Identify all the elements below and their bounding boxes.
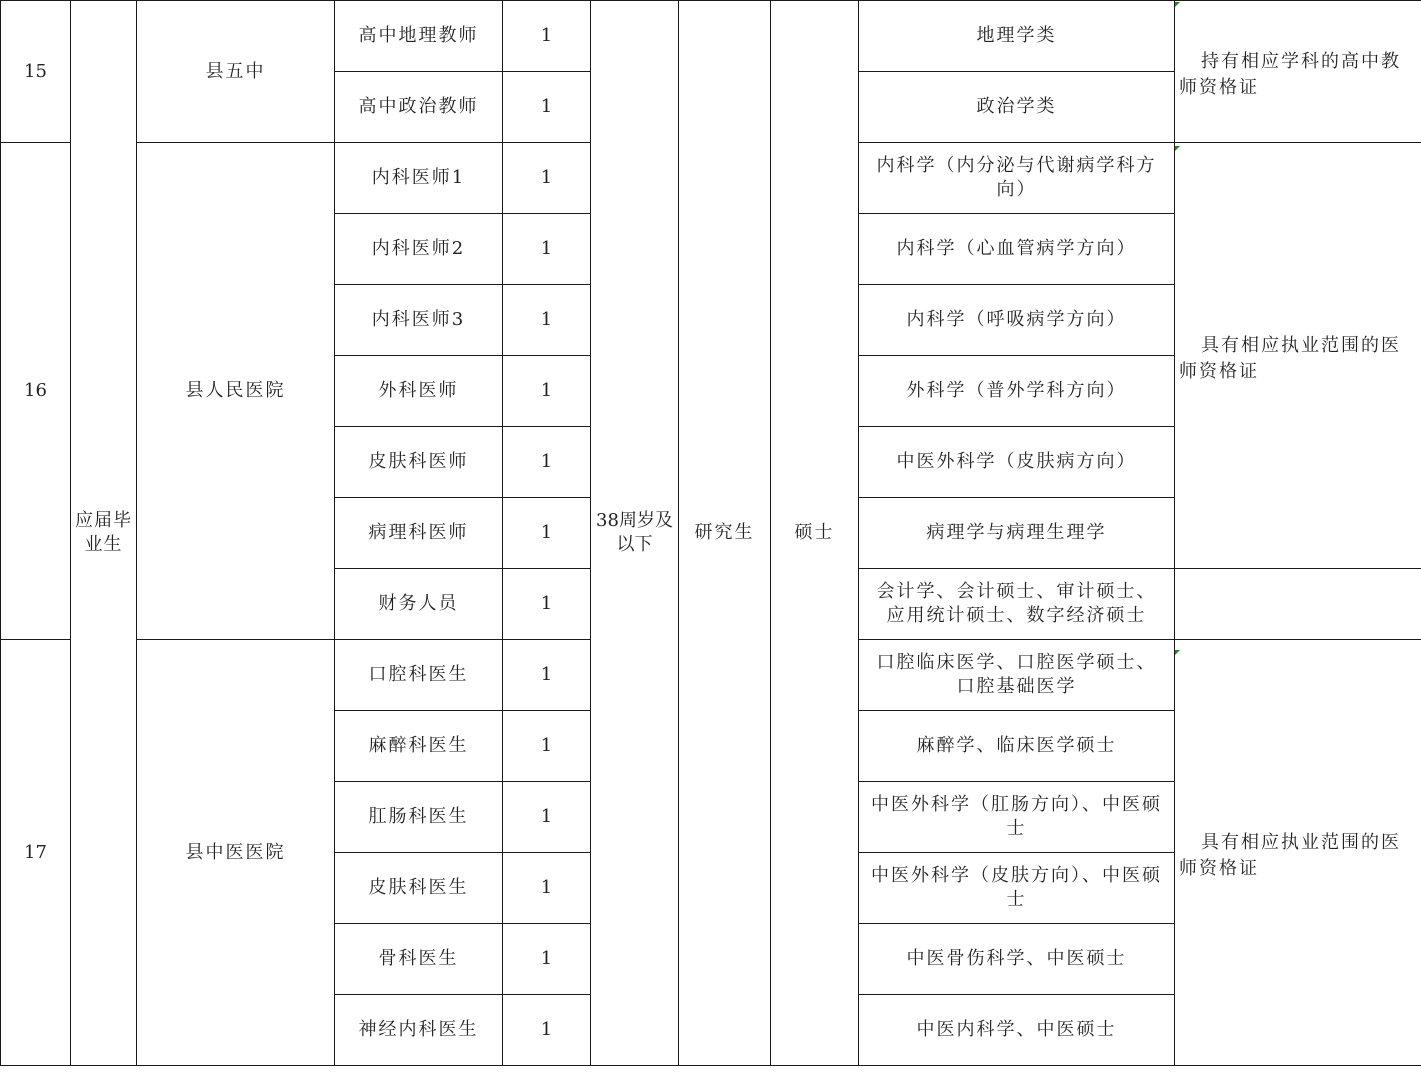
cell-comment-marker (1175, 650, 1180, 655)
major-cell: 病理学与病理生理学 (859, 498, 1175, 569)
cell-comment-marker (1175, 2, 1180, 7)
position-name: 高中地理教师 (335, 1, 503, 72)
degree-cell: 硕士 (771, 1, 859, 1066)
major-cell: 中医内科学、中医硕士 (859, 995, 1175, 1066)
position-count: 1 (503, 285, 591, 356)
position-count: 1 (503, 72, 591, 143)
position-count: 1 (503, 427, 591, 498)
cell-comment-marker (1175, 146, 1180, 151)
position-name: 财务人员 (335, 569, 503, 640)
position-name: 骨科医生 (335, 924, 503, 995)
position-name: 内科医师1 (335, 143, 503, 214)
position-count: 1 (503, 1, 591, 72)
major-cell: 中医外科学（肛肠方向）、中医硕士 (859, 782, 1175, 853)
position-name: 皮肤科医师 (335, 427, 503, 498)
education-cell: 研究生 (679, 1, 771, 1066)
position-count: 1 (503, 569, 591, 640)
row-index-15: 15 (1, 1, 71, 143)
position-name: 口腔科医生 (335, 640, 503, 711)
position-count: 1 (503, 143, 591, 214)
major-cell: 内科学（呼吸病学方向） (859, 285, 1175, 356)
major-cell: 口腔临床医学、口腔医学硕士、口腔基础医学 (859, 640, 1175, 711)
requirement-cell-finance (1175, 569, 1421, 640)
position-count: 1 (503, 995, 591, 1066)
major-cell: 外科学（普外学科方向） (859, 356, 1175, 427)
position-count: 1 (503, 853, 591, 924)
position-name: 神经内科医生 (335, 995, 503, 1066)
row-index-16: 16 (1, 143, 71, 640)
position-name: 肛肠科医生 (335, 782, 503, 853)
position-count: 1 (503, 640, 591, 711)
position-name: 皮肤科医生 (335, 853, 503, 924)
position-count: 1 (503, 498, 591, 569)
major-cell: 会计学、会计硕士、审计硕士、应用统计硕士、数字经济硕士 (859, 569, 1175, 640)
unit-cell-16: 县人民医院 (137, 143, 335, 640)
major-cell: 中医外科学（皮肤病方向） (859, 427, 1175, 498)
position-count: 1 (503, 924, 591, 995)
position-count: 1 (503, 782, 591, 853)
position-name: 外科医师 (335, 356, 503, 427)
target-group-cell: 应届毕业生 (71, 1, 137, 1066)
unit-cell-17: 县中医医院 (137, 640, 335, 1066)
major-cell: 政治学类 (859, 72, 1175, 143)
position-count: 1 (503, 711, 591, 782)
requirement-cell-16: 具有相应执业范围的医师资格证 (1175, 143, 1421, 569)
requirement-cell-17: 具有相应执业范围的医师资格证 (1175, 640, 1421, 1066)
position-name: 高中政治教师 (335, 72, 503, 143)
unit-cell-15: 县五中 (137, 1, 335, 143)
major-cell: 地理学类 (859, 1, 1175, 72)
major-cell: 内科学（内分泌与代谢病学科方向） (859, 143, 1175, 214)
row-index-17: 17 (1, 640, 71, 1066)
major-cell: 内科学（心血管病学方向） (859, 214, 1175, 285)
position-name: 麻醉科医生 (335, 711, 503, 782)
position-name: 内科医师3 (335, 285, 503, 356)
position-count: 1 (503, 356, 591, 427)
table-row (1, 1, 1421, 72)
major-cell: 麻醉学、临床医学硕士 (859, 711, 1175, 782)
position-name: 内科医师2 (335, 214, 503, 285)
position-name: 病理科医师 (335, 498, 503, 569)
position-count: 1 (503, 214, 591, 285)
age-cell: 38周岁及以下 (591, 1, 679, 1066)
requirement-cell-15: 持有相应学科的高中教师资格证 (1175, 1, 1421, 143)
major-cell: 中医外科学（皮肤方向）、中医硕士 (859, 853, 1175, 924)
major-cell: 中医骨伤科学、中医硕士 (859, 924, 1175, 995)
